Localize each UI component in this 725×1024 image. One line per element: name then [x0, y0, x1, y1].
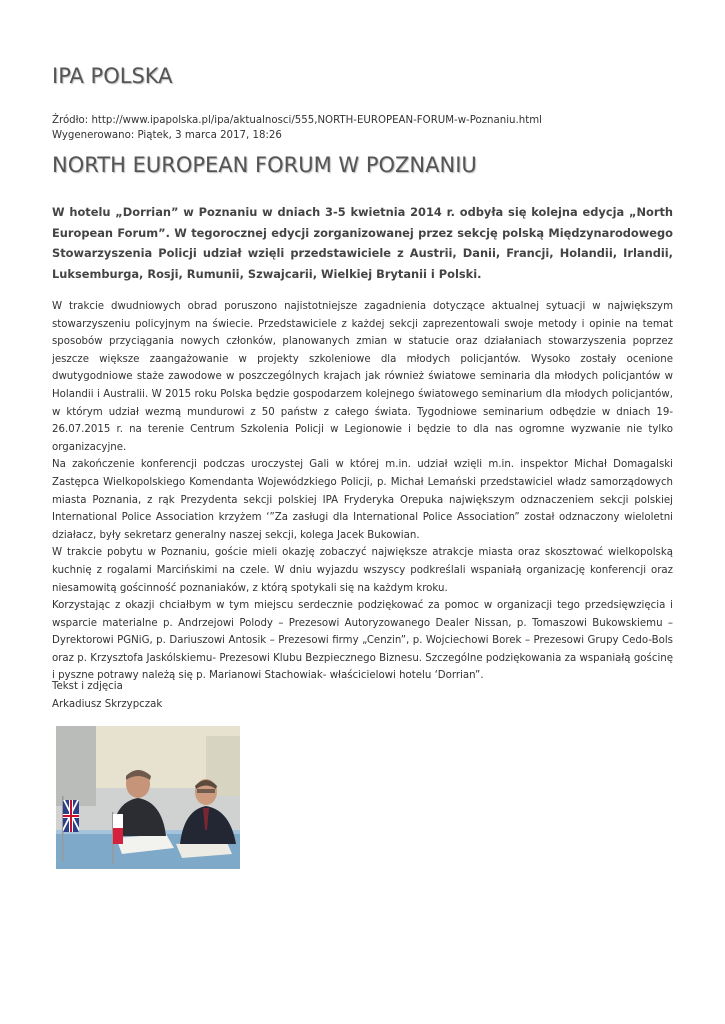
- article-lead: W hotelu „Dorrian” w Poznaniu w dniach 3-5 kwietnia 2014 r. odbyła się kolejna edycja „North European Forum”. W tegorocznej edycji zorganizowanej przez sekcję polską Międzynarodowego Stowarzyszenia Policji udział wzięli przedstawiciele z Austrii, Danii, Francji, Holandii, Irlandii, Luksemburga, Rosji, Rumunii, Szwajcarii, Wielkiej Brytanii i Polski.: [52, 205, 673, 281]
- signature-caption: Tekst i zdjęcia: [52, 681, 123, 692]
- article-paragraph: W trakcie dwudniowych obrad poruszono najistotniejsze zagadnienia dotyczące aktualnej sytuacji w największym stowarzyszeniu policyjnym na świecie. Przedstawiciele z każdej sekcji zaprezentowali swoje metody i opinie na temat sposobów przyciągania nowych członków, planowanych zmian w statucie oraz działaniach stowarzyszenia poprzez jeszcze większe zaangażowanie w projekty szkoleniowe dla młodych policjantów. Wysoko zostały ocenione dwutygodniowe staże zawodowe w poszczególnych krajach jak również światowe seminaria dla młodych policjantów w Holandii i Australii. W 2015 roku Polska będzie gospodarzem kolejnego światowego seminarium dla młodych policjantów, w którym udział wezmą mundurowi z 50 państw z całego świata. Tygodniowe seminarium odbędzie w dniach 19-26.07.2015 r. na terenie Centrum Szkolenia Policji w Legionowie i będzie to dla nas ogromne wyzwanie nie tylko organizacyjne.: [52, 301, 673, 453]
- article-body: [52, 298, 673, 685]
- source-url: Źródło: http://www.ipapolska.pl/ipa/aktualnosci/555,NORTH-EUROPEAN-FORUM-w-Poznaniu.html: [52, 115, 542, 126]
- article-title: NORTH EUROPEAN FORUM W POZNANIU: [52, 153, 477, 177]
- article-paragraph: Na zakończenie konferencji podczas uroczystej Gali w której m.in. udział wzięli m.in. inspektor Michał Domagalski Zastępca Wielkopolskiego Komendanta Wojewódzkiego Policji, p. Michał Lemański przedstawiciel władz samorządowych miasta Poznania, z rąk Prezydenta sekcji polskiej IPA Fryderyka Orepuka największym odznaczeniem sekcji polskiej International Police Association krzyżem ‘”Za zasługi dla International Police Association” został odznaczony wieloletni działacz, były sekretarz generalny naszej sekcji, kolega Jacek Bukowian.: [52, 459, 673, 541]
- article-signature: [52, 678, 673, 713]
- conference-photo: [56, 726, 240, 869]
- generated-date: Wygenerowano: Piątek, 3 marca 2017, 18:26: [52, 130, 282, 141]
- article-paragraph: W trakcie pobytu w Poznaniu, goście mieli okazję zobaczyć największe atrakcje miasta oraz skosztować wielkopolską kuchnię z rogalami Marcińskimi na czele. W dniu wyjazdu wszyscy podkreślali wspaniałą organizację konferencji oraz niesamowitą gościnność poznaniaków, z którą spotykali się na każdym kroku.: [52, 547, 673, 594]
- signature-author: Arkadiusz Skrzypczak: [52, 698, 163, 710]
- document-meta: [52, 113, 673, 143]
- site-title: IPA POLSKA: [52, 64, 173, 88]
- article-paragraph: Korzystając z okazji chciałbym w tym miejscu serdecznie podziękować za pomoc w organizacji tego przedsięwzięcia i wsparcie materialne p. Andrzejowi Polody – Prezesowi Autoryzowanego Dealer Nissan, p. Tomaszowi Bukowskiemu – Dyrektorowi PGNiG, p. Dariuszowi Antosik – Prezesowi firmy „Cenzin”, p. Wojciechowi Borek – Prezesowi Grupy Cedo-Bols oraz p. Krzysztofa Jaskólskiemu- Prezesowi Klubu Bezpiecznego Biznesu. Szczególne podziękowania za wspaniałą gościnę i pyszne potrawy należą się p. Marianowi Stachowiak- właścicielowi hotelu ‘Dorrian”.: [52, 600, 673, 682]
